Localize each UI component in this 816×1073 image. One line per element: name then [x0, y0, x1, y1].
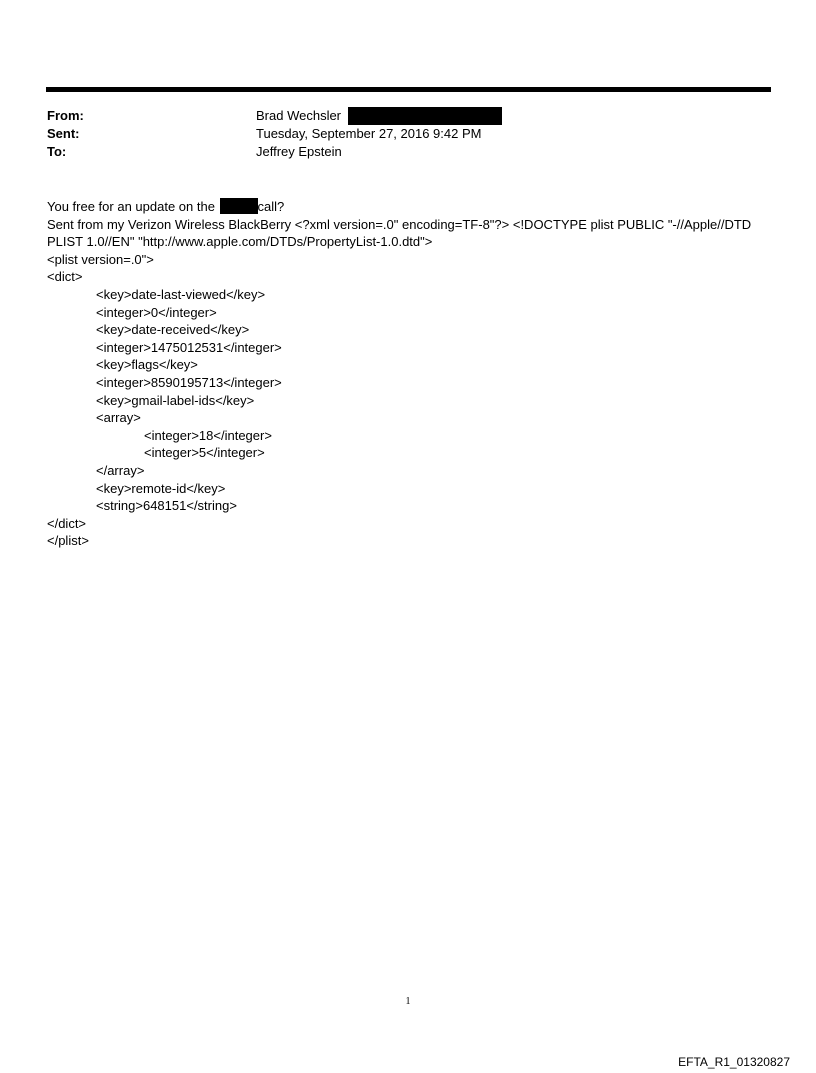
body-line-signature: Sent from my Verizon Wireless BlackBerry <?xml version=.0" encoding=TF-8"?> <!DOCTYPE plist PUBLIC "-//Apple//DTD PLIST 1.0//EN" "http://www.apple.com/DTDs/PropertyList-1.0.dtd">: [47, 216, 752, 250]
email-header: [47, 107, 747, 161]
integer-flags-line: <integer>8590195713</integer>: [96, 374, 282, 390]
sender-name: Brad Wechsler: [256, 108, 342, 123]
sent-value: Tuesday, September 27, 2016 9:42 PM: [256, 126, 482, 141]
sent-label: Sent:: [47, 126, 80, 141]
redacted-inline-block: [220, 198, 258, 214]
dict-open-line: <dict>: [47, 269, 83, 285]
string-remote-id-line: <string>648151</string>: [96, 498, 237, 514]
plist-open-line: <plist version=.0">: [47, 251, 154, 267]
key-date-last-viewed-line: <key>date-last-viewed</key>: [96, 286, 266, 302]
key-gmail-label-ids-line: <key>gmail-label-ids</key>: [96, 392, 255, 408]
array-open-line: <array>: [96, 410, 141, 426]
integer-5-line: <integer>5</integer>: [144, 445, 265, 461]
key-date-received-line: <key>date-received</key>: [96, 322, 250, 338]
to-value: Jeffrey Epstein: [256, 144, 342, 159]
body-line-question: [47, 198, 772, 216]
from-label: From:: [47, 108, 84, 123]
array-close-line: </array>: [96, 462, 145, 478]
integer-received-line: <integer>1475012531</integer>: [96, 339, 282, 355]
integer-18-line: <integer>18</integer>: [144, 427, 272, 443]
question-text-end: call?: [257, 199, 285, 214]
header-rule: [46, 87, 771, 92]
page-number: 1: [405, 996, 411, 1007]
key-flags-line: <key>flags</key>: [96, 357, 198, 373]
from-value: [256, 107, 502, 125]
from-row: [47, 107, 747, 125]
to-row: [47, 143, 747, 161]
dict-close-line: </dict>: [47, 515, 87, 531]
plist-close-line: </plist>: [47, 533, 89, 549]
sent-row: [47, 125, 747, 143]
to-label: To:: [47, 144, 67, 159]
email-body: [47, 198, 772, 550]
document-id: EFTA_R1_01320827: [678, 1055, 790, 1069]
redacted-email-block: [348, 107, 502, 125]
question-text-start: You free for an update on the: [47, 199, 219, 214]
integer-zero-line: <integer>0</integer>: [96, 304, 217, 320]
key-remote-id-line: <key>remote-id</key>: [96, 480, 226, 496]
